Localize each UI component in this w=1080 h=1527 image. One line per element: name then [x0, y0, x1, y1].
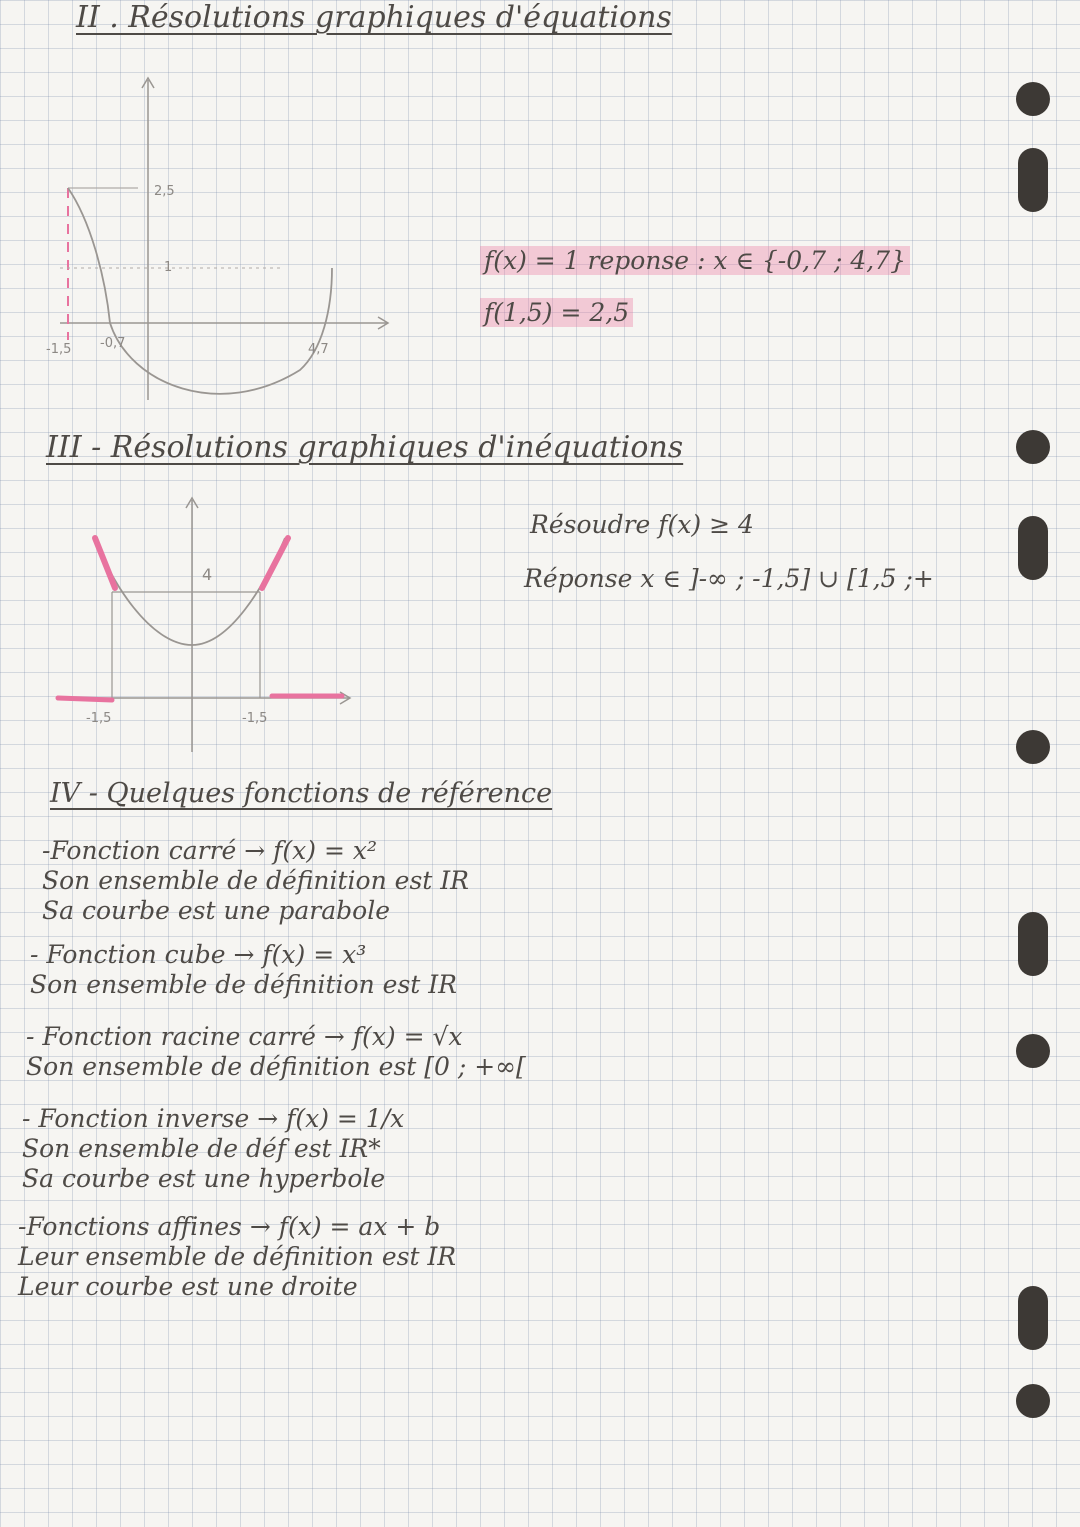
function-block-inverse	[22, 1104, 404, 1194]
text-line: Son ensemble de déf est IR*	[22, 1134, 381, 1163]
graph-equations	[40, 70, 400, 410]
label-root2: 4,7	[308, 342, 329, 357]
section-title-equations: II . Résolutions graphiques d'équations	[76, 0, 672, 35]
equation-answer-1: f(x) = 1 reponse : x ∈ {-0,7 ; 4,7}	[480, 246, 910, 276]
inequation-answer: Réponse x ∈ ]-∞ ; -1,5] ∪ [1,5 ;+	[524, 564, 934, 593]
text-line: Son ensemble de définition est [0 ; +∞[	[26, 1052, 526, 1081]
label-four: 4	[202, 565, 213, 584]
function-block-cube	[30, 940, 457, 1000]
label-xneg: -1,5	[46, 342, 72, 357]
binder-hole	[1016, 82, 1050, 116]
text-line: Sa courbe est une parabole	[42, 896, 390, 925]
binder-hole	[1018, 1286, 1048, 1350]
label-left: -1,5	[86, 711, 112, 726]
binder-hole	[1016, 1034, 1050, 1068]
binder-hole	[1018, 148, 1048, 212]
text-line: - Fonction cube → f(x) = x³	[30, 940, 367, 969]
text-line: -Fonction carré → f(x) = x²	[42, 836, 377, 865]
text-line: - Fonction racine carré → f(x) = √x	[26, 1022, 463, 1051]
section-title-inequations: III - Résolutions graphiques d'inéquations	[46, 430, 684, 465]
text-line: -Fonctions affines → f(x) = ax + b	[18, 1212, 441, 1241]
label-right: -1,5	[242, 711, 268, 726]
text-line: Son ensemble de définition est IR	[30, 970, 457, 999]
function-block-square	[42, 836, 469, 926]
inequation-task: Résoudre f(x) ≥ 4	[530, 510, 754, 539]
text-line: Son ensemble de définition est IR	[42, 866, 469, 895]
text-line: - Fonction inverse → f(x) = 1/x	[22, 1104, 405, 1133]
binder-hole	[1016, 730, 1050, 764]
binder-hole	[1016, 1384, 1050, 1418]
section-title-reference-functions: IV - Quelques fonctions de référence	[50, 778, 553, 809]
binder-hole	[1018, 912, 1048, 976]
label-one: 1	[164, 260, 173, 275]
equation-answer-2: f(1,5) = 2,5	[480, 298, 633, 328]
binder-hole	[1016, 430, 1050, 464]
function-block-affine	[18, 1212, 456, 1302]
label-root1: -0,7	[100, 336, 126, 351]
binder-hole	[1018, 516, 1048, 580]
label-peak: 2,5	[154, 184, 175, 199]
text-line: Sa courbe est une hyperbole	[22, 1164, 386, 1193]
text-line: Leur courbe est une droite	[18, 1272, 358, 1301]
text-line: Leur ensemble de définition est IR	[18, 1242, 457, 1271]
function-block-sqrt	[26, 1022, 526, 1082]
graph-inequations	[50, 490, 370, 760]
